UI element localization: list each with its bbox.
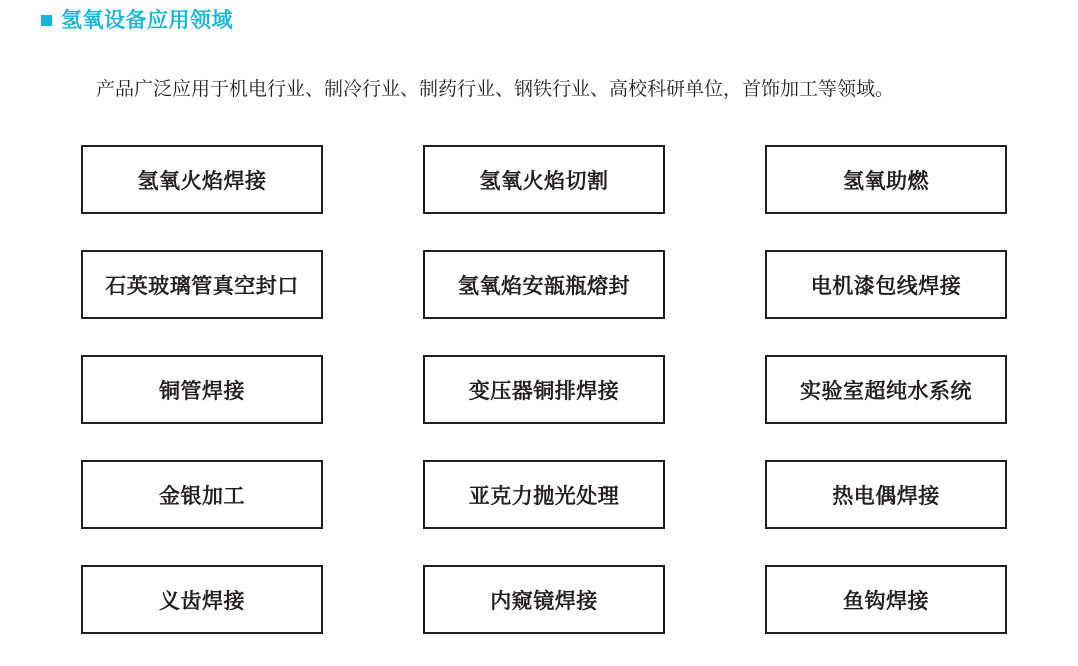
application-card[interactable]	[423, 460, 665, 529]
application-card-label: 热电偶焊接	[832, 484, 940, 508]
page-title: 氢氧设备应用领域	[61, 9, 233, 32]
application-card-label: 鱼钩焊接	[843, 589, 929, 613]
application-card-label: 电机漆包线焊接	[810, 274, 962, 298]
application-card[interactable]	[765, 250, 1007, 319]
application-card-label: 铜管焊接	[159, 379, 245, 403]
application-card-label: 亚克力抛光处理	[468, 484, 620, 508]
application-card[interactable]	[765, 460, 1007, 529]
application-card-label: 氢氧火焰焊接	[137, 169, 267, 193]
application-card[interactable]	[423, 355, 665, 424]
application-card[interactable]	[81, 460, 323, 529]
application-card-grid	[81, 145, 1006, 634]
application-card-label: 义齿焊接	[159, 589, 245, 613]
application-card[interactable]	[765, 145, 1007, 214]
application-card[interactable]	[423, 565, 665, 634]
application-card-label: 石英玻璃管真空封口	[105, 274, 299, 298]
section-heading	[41, 10, 233, 31]
square-bullet-icon	[41, 15, 52, 26]
application-card[interactable]	[765, 355, 1007, 424]
application-card[interactable]	[81, 565, 323, 634]
application-card-label: 金银加工	[159, 484, 245, 508]
application-card[interactable]	[81, 355, 323, 424]
application-card-label: 氢氧焰安瓿瓶熔封	[458, 274, 630, 298]
application-card[interactable]	[81, 145, 323, 214]
application-card[interactable]	[423, 145, 665, 214]
application-card[interactable]	[765, 565, 1007, 634]
application-card[interactable]	[423, 250, 665, 319]
application-card-label: 变压器铜排焊接	[468, 379, 620, 403]
application-card[interactable]	[81, 250, 323, 319]
intro-paragraph: 产品广泛应用于机电行业、制冷行业、制药行业、钢铁行业、高校科研单位，首饰加工等领域。	[96, 79, 895, 100]
application-card-label: 氢氧火焰切割	[479, 169, 609, 193]
application-card-label: 实验室超纯水系统	[800, 379, 972, 403]
application-card-label: 内窥镜焊接	[490, 589, 598, 613]
application-card-label: 氢氧助燃	[843, 169, 929, 193]
